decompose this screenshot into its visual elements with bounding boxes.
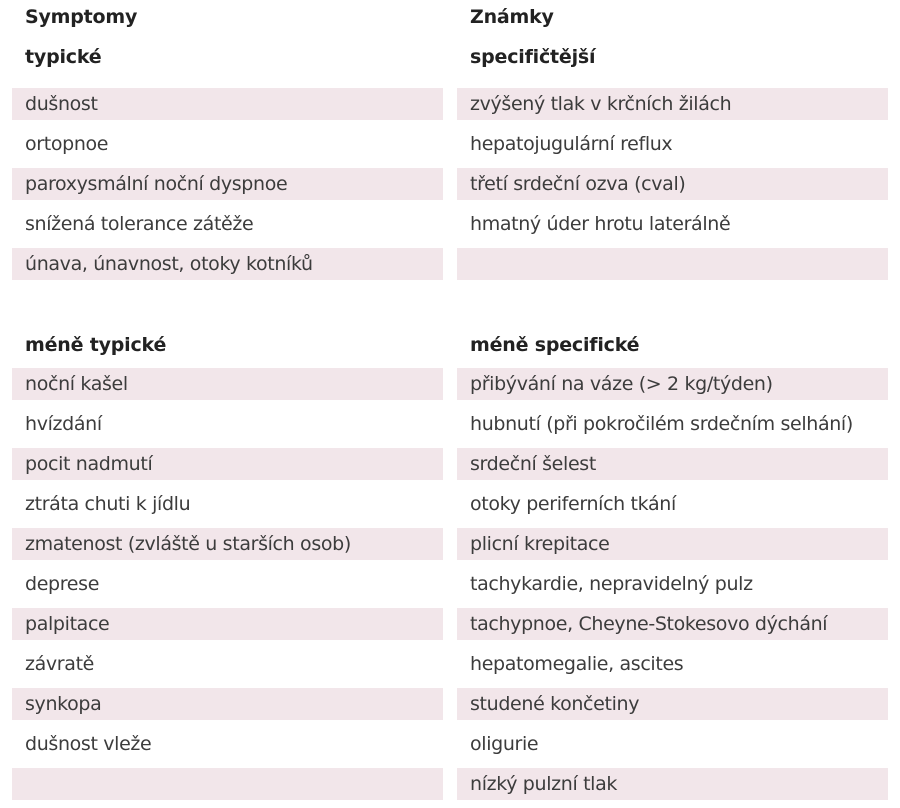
table-row	[12, 208, 888, 248]
table-header-row	[12, 0, 888, 40]
symptom-cell: dušnost	[12, 88, 443, 120]
table-row	[12, 688, 888, 728]
table-row	[12, 168, 888, 208]
table-row	[12, 248, 888, 288]
sign-cell: otoky periferních tkání	[470, 493, 676, 515]
sign-cell: hepatojugulární reflux	[470, 133, 673, 155]
symptom-cell: palpitace	[12, 608, 443, 640]
table-row	[12, 528, 888, 568]
group-heading-row	[12, 326, 888, 368]
sign-cell: hepatomegalie, ascites	[470, 653, 684, 675]
sign-cell: třetí srdeční ozva (cval)	[457, 168, 888, 200]
group-heading-row	[12, 40, 888, 88]
group2-right-heading: méně specifické	[470, 334, 640, 356]
sign-cell: oligurie	[470, 733, 539, 755]
group2-rows	[12, 368, 888, 808]
symptom-cell: pocit nadmutí	[12, 448, 443, 480]
symptom-cell: závratě	[25, 653, 95, 675]
header-symptoms: Symptomy	[25, 6, 138, 28]
table-row	[12, 608, 888, 648]
sign-cell: nízký pulzní tlak	[457, 768, 888, 800]
symptom-cell	[12, 768, 443, 800]
group-spacer	[12, 288, 888, 326]
symptom-cell: paroxysmální noční dyspnoe	[12, 168, 443, 200]
symptom-cell: únava, únavnost, otoky kotníků	[12, 248, 443, 280]
table-row	[12, 128, 888, 168]
symptom-cell: ztráta chuti k jídlu	[25, 493, 191, 515]
symptom-cell: zmatenost (zvláště u starších osob)	[12, 528, 443, 560]
group1-rows	[12, 88, 888, 288]
table-row	[12, 648, 888, 688]
symptom-cell: deprese	[25, 573, 100, 595]
symptom-cell: ortopnoe	[25, 133, 109, 155]
header-signs: Známky	[470, 6, 554, 28]
table-row	[12, 88, 888, 128]
sign-cell	[457, 248, 888, 280]
symptom-cell: snížená tolerance zátěže	[25, 213, 254, 235]
table-row	[12, 368, 888, 408]
sign-cell: zvýšený tlak v krčních žilách	[457, 88, 888, 120]
group1-left-heading: typické	[25, 46, 102, 68]
sign-cell: plicní krepitace	[457, 528, 888, 560]
symptom-cell: noční kašel	[12, 368, 443, 400]
table-row	[12, 768, 888, 808]
group2-left-heading: méně typické	[25, 334, 167, 356]
symptom-cell: hvízdání	[25, 413, 102, 435]
sign-cell: srdeční šelest	[457, 448, 888, 480]
table-row	[12, 488, 888, 528]
table-row	[12, 448, 888, 488]
sign-cell: přibývání na váze (> 2 kg/týden)	[457, 368, 888, 400]
sign-cell: tachykardie, nepravidelný pulz	[470, 573, 753, 595]
table-row	[12, 568, 888, 608]
sign-cell: tachypnoe, Cheyne-Stokesovo dýchání	[457, 608, 888, 640]
group1-right-heading: specifičtější	[470, 46, 596, 68]
sign-cell: studené končetiny	[457, 688, 888, 720]
sign-cell: hmatný úder hrotu laterálně	[470, 213, 731, 235]
table-row	[12, 408, 888, 448]
table-row	[12, 728, 888, 768]
symptom-cell: dušnost vleže	[25, 733, 152, 755]
symptom-cell: synkopa	[12, 688, 443, 720]
symptoms-signs-table	[12, 0, 888, 808]
sign-cell: hubnutí (při pokročilém srdečním selhání)	[470, 413, 853, 435]
